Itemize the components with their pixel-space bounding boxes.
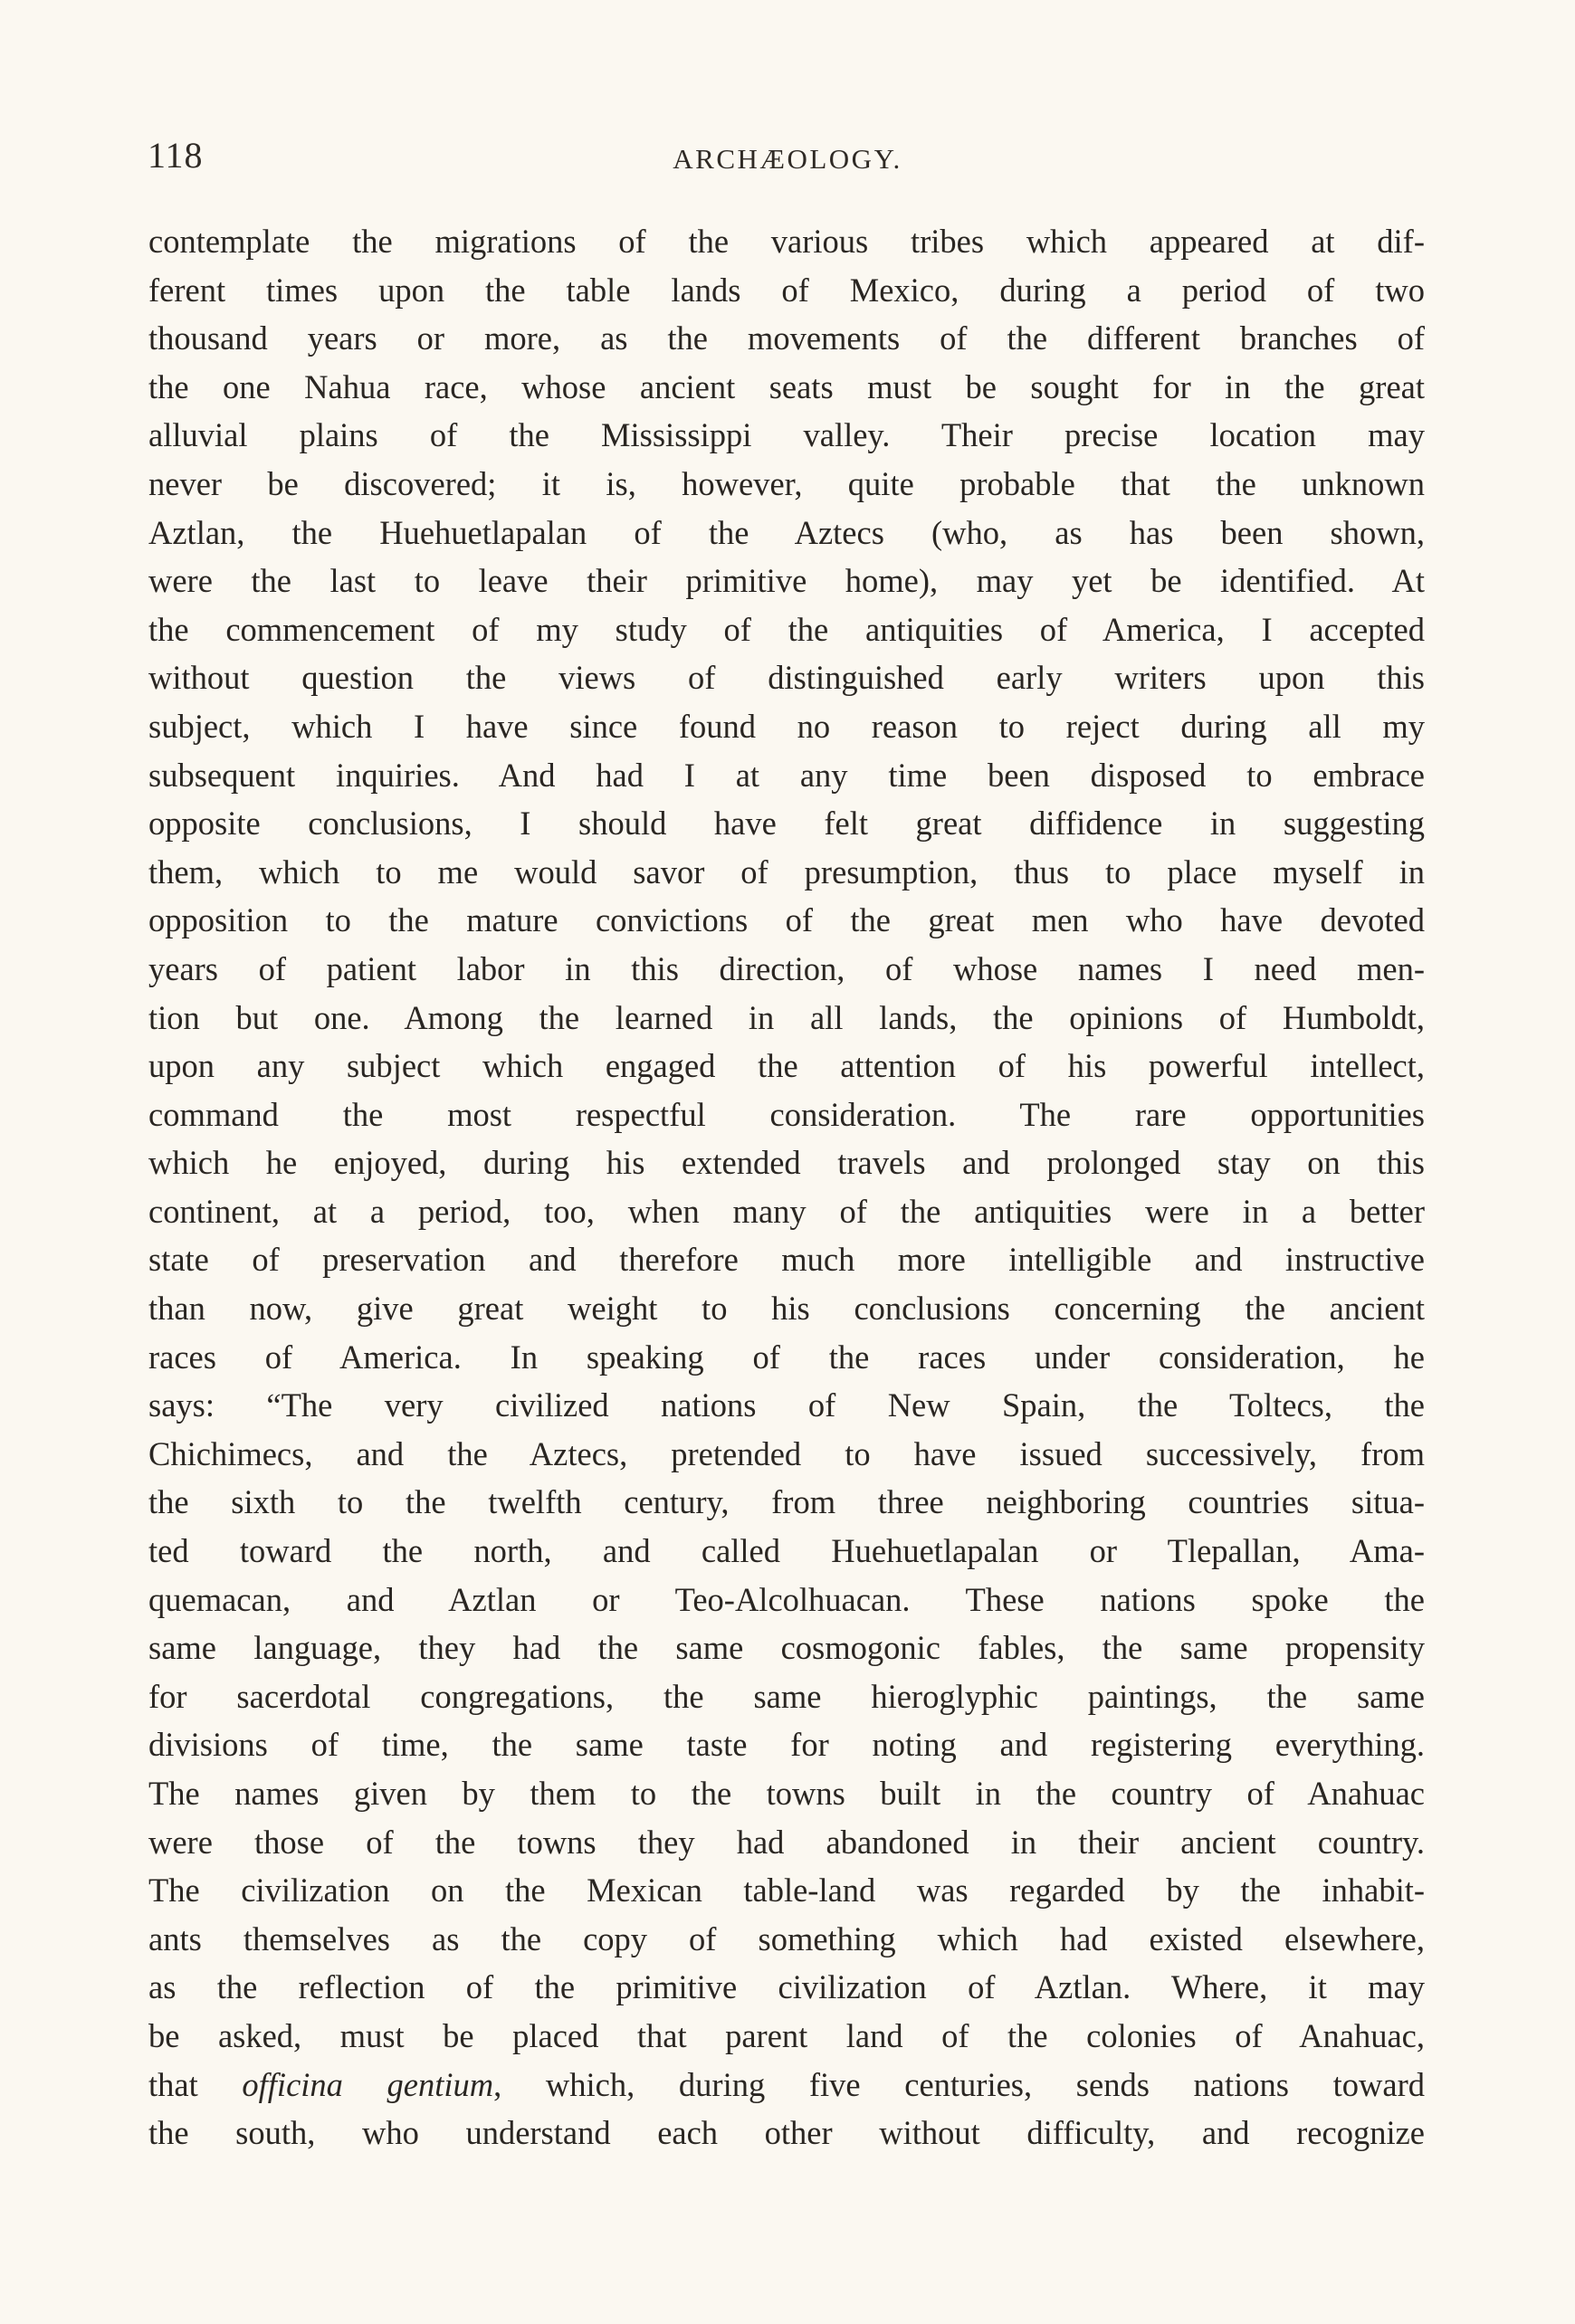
text-line: ferent times upon the table lands of Mexico, during a period of two: [148, 271, 1425, 309]
text-line: The civilization on the Mexican table-land was regarded by the inhabit-: [148, 1872, 1425, 1910]
text-line: the sixth to the twelfth century, from three neighboring countries situa-: [148, 1483, 1425, 1521]
italic-phrase: officina gentium: [242, 2065, 494, 2103]
text-line: ants themselves as the copy of something which had existed elsewhere,: [148, 1919, 1425, 1957]
text-line: quemacan, and Aztlan or Teo-Alcolhuacan. These nations spoke the: [148, 1580, 1425, 1618]
text-line: the south, who understand each other without difficulty, and recognize: [148, 2114, 1425, 2152]
text-line: for sacerdotal congregations, the same hieroglyphic paintings, the same: [148, 1677, 1425, 1715]
text-line: same language, they had the same cosmogonic fables, the same propensity: [148, 1629, 1425, 1667]
text-line: thousand years or more, as the movements of the different branches of: [148, 319, 1425, 357]
text-line: says: “The very civilized nations of New Spain, the Toltecs, the: [148, 1386, 1425, 1424]
text-line: state of preservation and therefore much more intelligible and instructive: [148, 1241, 1425, 1279]
text-line: were the last to leave their primitive home), may yet be identified. At: [148, 562, 1425, 600]
text-line: than now, give great weight to his conclusions concerning the ancient: [148, 1290, 1425, 1328]
running-head: [148, 134, 1427, 188]
text-line: subsequent inquiries. And had I at any time been disposed to embrace: [148, 756, 1425, 794]
text-line: races of America. In speaking of the races under consideration, he: [148, 1338, 1425, 1376]
text-line: never be discovered; it is, however, quite probable that the unknown: [148, 464, 1425, 502]
text-line: upon any subject which engaged the attention of his powerful intellect,: [148, 1047, 1425, 1085]
text-segment: that: [148, 2065, 243, 2103]
text-line: the commencement of my study of the antiquities of America, I accepted: [148, 610, 1425, 648]
text-line: divisions of time, the same taste for noting and registering everything.: [148, 1726, 1425, 1764]
text-line: tion but one. Among the learned in all lands, the opinions of Humboldt,: [148, 998, 1425, 1036]
text-line: command the most respectful consideration. The rare opportunities: [148, 1095, 1425, 1133]
text-line: subject, which I have since found no reason to reject during all my: [148, 707, 1425, 745]
text-line: as the reflection of the primitive civilization of Aztlan. Where, it may: [148, 1968, 1425, 2006]
text-line: The names given by them to the towns built in the country of Anahuac: [148, 1775, 1425, 1812]
text-line: years of patient labor in this direction, of whose names I need men-: [148, 949, 1425, 987]
text-line: which he enjoyed, during his extended travels and prolonged stay on this: [148, 1144, 1425, 1182]
text-segment: , which, during five centuries, sends nations toward: [493, 2065, 1425, 2103]
text-line: ted toward the north, and called Huehuetlapalan or Tlepallan, Ama-: [148, 1532, 1425, 1570]
text-line: Aztlan, the Huehuetlapalan of the Aztecs (who, as has been shown,: [148, 513, 1425, 551]
text-line: alluvial plains of the Mississippi valley. Their precise location may: [148, 416, 1425, 454]
text-line: continent, at a period, too, when many of the antiquities were in a better: [148, 1192, 1425, 1230]
page-number: 118: [148, 135, 204, 176]
text-line: the one Nahua race, whose ancient seats must be sought for in the great: [148, 367, 1425, 405]
text-line: without question the views of distinguished early writers upon this: [148, 659, 1425, 697]
text-line: be asked, must be placed that parent land of the colonies of Anahuac,: [148, 2016, 1425, 2054]
text-line: were those of the towns they had abandoned in their ancient country.: [148, 1823, 1425, 1861]
text-line: opposite conclusions, I should have felt great diffidence in suggesting: [148, 805, 1425, 843]
running-title: ARCHÆOLOGY.: [673, 143, 902, 175]
body-text: [148, 217, 1425, 2157]
text-line: them, which to me would savor of presumption, thus to place myself in: [148, 852, 1425, 891]
text-line-with-italic: [148, 2061, 1425, 2110]
text-line: Chichimecs, and the Aztecs, pretended to have issued successively, from: [148, 1434, 1425, 1472]
text-line: opposition to the mature convictions of the great men who have devoted: [148, 901, 1425, 939]
text-line: contemplate the migrations of the various tribes which appeared at dif-: [148, 223, 1425, 260]
